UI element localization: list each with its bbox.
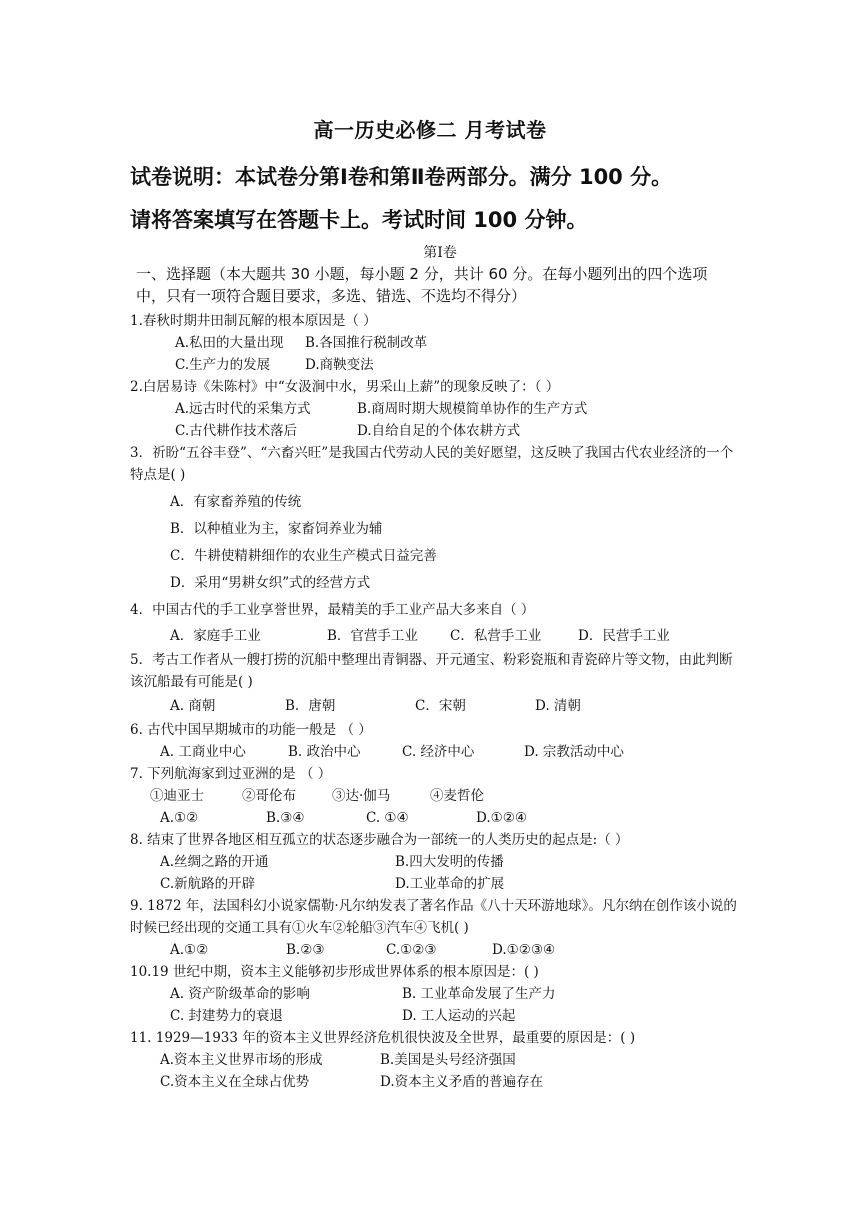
- question-stem: 5．考古工作者从一艘打捞的沉船中整理出青铜器、开元通宝、粉彩瓷瓶和青瓷碎片等文物，由此判断该沉船最有可能是( ): [130, 652, 733, 690]
- question-stem: 9. 1872 年，法国科幻小说家儒勒·凡尔纳发表了著名作品《八十天环游地球》。凡尔纳在创作该小说的时候已经出现的交通工具有①火车②轮船③汽车④飞机( ): [130, 898, 737, 936]
- statement-3: ③达·伽马: [332, 788, 391, 804]
- option-c: C.①②③: [386, 942, 437, 958]
- option-b: B.③④: [266, 810, 305, 826]
- option-a: A. 商朝: [170, 698, 216, 714]
- option-d: D. 工人运动的兴起: [402, 1008, 516, 1024]
- option-c: C．私营手工业: [450, 628, 542, 644]
- option-c: C. ①④: [366, 810, 409, 826]
- option-d: D.①②④: [476, 810, 527, 826]
- question-9: [130, 895, 740, 961]
- option-c: C．宋朝: [415, 698, 466, 714]
- option-a: A.①②: [170, 942, 209, 958]
- option-b: B.商周时期大规模简单协作的生产方式: [357, 401, 588, 417]
- question-stem: 11. 1929—1933 年的资本主义世界经济危机很快波及全世界，最重要的原因是：( ): [130, 1030, 636, 1046]
- option-b: B.美国是头号经济强国: [380, 1052, 516, 1068]
- option-d: D. 清朝: [535, 698, 581, 714]
- statement-1: ①迪亚士: [150, 788, 204, 804]
- statement-4: ④麦哲伦: [430, 788, 484, 804]
- question-stem: 3．祈盼“五谷丰登”、“六畜兴旺”是我国古代劳动人民的美好愿望，这反映了我国古代农业经济的一个特点是( ): [130, 445, 734, 483]
- question-stem: 8. 结束了世界各地区相互孤立的状态逐步融合为一部统一的人类历史的起点是:（ ）: [130, 832, 629, 848]
- question-8: [130, 829, 740, 895]
- volume-heading: 第Ⅰ卷: [423, 245, 457, 261]
- question-4: [130, 599, 740, 647]
- question-2: [130, 376, 740, 442]
- option-b: B.四大发明的传播: [395, 854, 504, 870]
- question-stem: 4．中国古代的手工业享誉世界，最精美的手工业产品大多来自（ ）: [130, 602, 535, 618]
- question-10: [130, 961, 740, 1027]
- option-c: C. 经济中心: [402, 744, 475, 760]
- question-stem: 10.19 世纪中期，资本主义能够初步形成世界体系的根本原因是：( ): [130, 964, 539, 980]
- statement-2: ②哥伦布: [242, 788, 296, 804]
- option-d: D.工业革命的扩展: [395, 876, 505, 892]
- option-b: B. 工业革命发展了生产力: [402, 986, 556, 1002]
- option-a: A．家庭手工业: [170, 628, 261, 644]
- option-b: B.②③: [286, 942, 325, 958]
- option-d: D．民营手工业: [578, 628, 670, 644]
- question-7: [130, 763, 740, 829]
- question-3: [130, 442, 740, 597]
- option-d: D.商鞅变法: [305, 357, 374, 373]
- option-c: C. 封建势力的衰退: [170, 1008, 283, 1024]
- question-stem: 6. 古代中国早期城市的功能一般是 （ ）: [130, 722, 372, 738]
- question-list: [130, 310, 740, 1093]
- option-b: B．官营手工业: [327, 628, 418, 644]
- option-b: B. 政治中心: [288, 744, 361, 760]
- question-stem: 7. 下列航海家到过亚洲的是 （ ）: [130, 766, 332, 782]
- option-b: B．以种植业为主，家畜饲养业为辅: [170, 521, 383, 537]
- option-c: C.生产力的发展: [175, 357, 271, 373]
- option-d: D.资本主义矛盾的普遍存在: [380, 1074, 544, 1090]
- option-b: B．唐朝: [285, 698, 336, 714]
- section-heading: 一、选择题（本大题共 30 小题，每小题 2 分，共计 60 分。在每小题列出的四个选项中，只有一项符合题目要求，多选、错选、不选均不得分）: [136, 265, 708, 305]
- option-a: A.私田的大量出现: [175, 335, 284, 351]
- option-d: D.自给自足的个体农耕方式: [357, 423, 521, 439]
- question-stem: 1.春秋时期井田制瓦解的根本原因是（ ）: [130, 313, 377, 329]
- option-c: C．牛耕使精耕细作的农业生产模式日益完善: [170, 548, 437, 564]
- option-a: A.资本主义世界市场的形成: [160, 1052, 323, 1068]
- option-d: D．采用“男耕女织”式的经营方式: [170, 575, 371, 591]
- option-a: A.①②: [160, 810, 199, 826]
- question-6: [130, 719, 740, 763]
- option-c: C.古代耕作技术落后: [175, 423, 298, 439]
- exam-notice-line-1: 试卷说明：本试卷分第Ⅰ卷和第Ⅱ卷两部分。满分 100 分。: [130, 165, 673, 189]
- option-d: D.①②③④: [492, 942, 556, 958]
- option-d: D. 宗教活动中心: [524, 744, 624, 760]
- option-a: A.丝绸之路的开通: [160, 854, 269, 870]
- exam-notice-line-2: 请将答案填写在答题卡上。考试时间 100 分钟。: [130, 208, 588, 232]
- option-a: A. 资产阶级革命的影响: [170, 986, 310, 1002]
- option-c: C.资本主义在全球占优势: [160, 1074, 310, 1090]
- question-11: [130, 1027, 740, 1093]
- exam-title: 高一历史必修二 月考试卷: [313, 118, 547, 142]
- question-1: [130, 310, 740, 376]
- question-stem: 2.白居易诗《朱陈村》中“女汲涧中水，男采山上薪”的现象反映了：（ ）: [130, 379, 560, 395]
- option-a: A. 工商业中心: [160, 744, 246, 760]
- option-c: C.新航路的开辟: [160, 876, 256, 892]
- option-b: B.各国推行税制改革: [305, 335, 428, 351]
- question-5: [130, 649, 740, 717]
- option-a: A.远古时代的采集方式: [175, 401, 311, 417]
- option-a: A．有家畜养殖的传统: [170, 494, 302, 510]
